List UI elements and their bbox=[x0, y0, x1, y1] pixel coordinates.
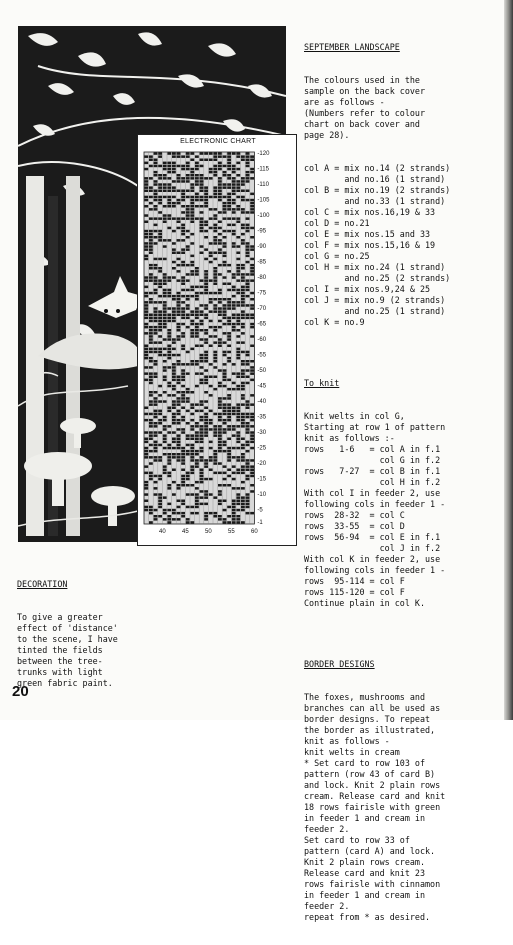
decoration-line: To give a greater bbox=[17, 612, 103, 622]
row-tick-label: -35 bbox=[257, 414, 267, 421]
decoration-line: effect of 'distance' bbox=[17, 623, 118, 633]
to-knit-text bbox=[304, 411, 500, 609]
row-tick-label: -90 bbox=[257, 244, 267, 251]
row-tick-label: -120 bbox=[257, 151, 270, 158]
chart-grid bbox=[138, 135, 298, 547]
to-knit-line: With col K in feeder 2, use bbox=[304, 554, 441, 564]
border-line: Knit 2 plain rows cream. bbox=[304, 857, 426, 867]
row-tick-label: -115 bbox=[257, 166, 269, 173]
row-tick-label: -65 bbox=[257, 321, 267, 328]
colour-line: and no.16 (1 strand) bbox=[304, 174, 446, 184]
to-knit-line: rows 1-6 = col A in f.1 bbox=[304, 444, 441, 454]
colour-line: col G = no.25 bbox=[304, 251, 370, 261]
to-knit-line: rows 56-94 = col E in f.1 bbox=[304, 532, 441, 542]
colour-line: col A = mix no.14 (2 strands) bbox=[304, 163, 451, 173]
column-tick-label: 60 bbox=[251, 529, 258, 535]
border-line: feeder 2. bbox=[304, 901, 350, 911]
row-tick-label: -70 bbox=[257, 306, 267, 313]
september-intro bbox=[304, 75, 500, 141]
to-knit-line: rows 95-114 = col F bbox=[304, 576, 405, 586]
to-knit-line: following cols in feeder 1 - bbox=[304, 499, 446, 509]
border-line: Release card and knit 23 bbox=[304, 868, 426, 878]
row-tick-label: -25 bbox=[257, 445, 267, 452]
row-tick-label: -95 bbox=[257, 228, 267, 235]
to-knit-line: following cols in feeder 1 - bbox=[304, 565, 446, 575]
row-tick-label: -85 bbox=[257, 259, 267, 266]
colour-line: col H = mix no.24 (1 strand) bbox=[304, 262, 446, 272]
decoration-text bbox=[17, 612, 137, 689]
decoration-line: to the scene, I have bbox=[17, 634, 118, 644]
row-tick-label: -15 bbox=[257, 476, 267, 483]
border-line: and lock. Knit 2 plain rows bbox=[304, 780, 441, 790]
column-tick-label: 45 bbox=[182, 529, 189, 535]
to-knit-line: rows 115-120 = col F bbox=[304, 587, 405, 597]
colour-line: and no.25 (1 strand) bbox=[304, 306, 446, 316]
border-line: border designs. To repeat bbox=[304, 714, 431, 724]
intro-line: sample on the back cover bbox=[304, 86, 426, 96]
border-line: pattern (card A) and lock. bbox=[304, 846, 436, 856]
border-line: repeat from * as desired. bbox=[304, 912, 431, 922]
to-knit-line: rows 7-27 = col B in f.1 bbox=[304, 466, 441, 476]
row-tick-label: -20 bbox=[257, 461, 267, 468]
colour-line: col I = mix nos.9,24 & 25 bbox=[304, 284, 431, 294]
colour-line: col B = mix no.19 (2 strands) bbox=[304, 185, 451, 195]
decoration-line: green fabric paint. bbox=[17, 678, 113, 688]
decoration-line: trunks with light bbox=[17, 667, 103, 677]
intro-line: page 28). bbox=[304, 130, 350, 140]
colour-line: and no.33 (1 strand) bbox=[304, 196, 446, 206]
row-tick-label: -10 bbox=[257, 492, 267, 499]
to-knit-line: col J in f.2 bbox=[304, 543, 441, 553]
border-line: knit welts in cream bbox=[304, 747, 400, 757]
row-tick-label: -1 bbox=[257, 520, 263, 526]
colour-line: col K = no.9 bbox=[304, 317, 365, 327]
row-tick-label: -75 bbox=[257, 290, 267, 297]
intro-line: (Numbers refer to colour bbox=[304, 108, 426, 118]
page-number: 20 bbox=[12, 683, 29, 700]
intro-line: The colours used in the bbox=[304, 75, 420, 85]
colour-line: col J = mix no.9 (2 strands) bbox=[304, 295, 446, 305]
decoration-line: between the tree- bbox=[17, 656, 103, 666]
decoration-heading: DECORATION bbox=[17, 579, 68, 589]
border-line: the border as illustrated, bbox=[304, 725, 436, 735]
row-tick-label: -5 bbox=[257, 507, 263, 514]
row-tick-label: -50 bbox=[257, 368, 267, 375]
to-knit-heading: To knit bbox=[304, 378, 340, 388]
border-line: pattern (row 43 of card B) bbox=[304, 769, 436, 779]
colour-line: col C = mix nos.16,19 & 33 bbox=[304, 207, 436, 217]
electronic-chart bbox=[137, 134, 297, 546]
border-line: cream. Release card and knit bbox=[304, 791, 446, 801]
border-line: Set card to row 33 of bbox=[304, 835, 410, 845]
to-knit-line: rows 28-32 = col C bbox=[304, 510, 405, 520]
border-line: rows fairisle with cinnamon bbox=[304, 879, 441, 889]
border-text bbox=[304, 692, 500, 923]
to-knit-line: rows 33-55 = col D bbox=[304, 521, 405, 531]
intro-line: chart on back cover and bbox=[304, 119, 420, 129]
to-knit-line: With col I in feeder 2, use bbox=[304, 488, 441, 498]
colour-line: col D = no.21 bbox=[304, 218, 370, 228]
border-line: branches can all be used as bbox=[304, 703, 441, 713]
colour-line: col F = mix nos.15,16 & 19 bbox=[304, 240, 436, 250]
column-tick-label: 40 bbox=[159, 529, 166, 535]
pattern-instructions bbox=[304, 20, 500, 945]
september-heading: SEPTEMBER LANDSCAPE bbox=[304, 42, 400, 52]
chart-title: ELECTRONIC CHART bbox=[180, 138, 256, 145]
row-tick-label: -60 bbox=[257, 337, 267, 344]
to-knit-line: col H in f.2 bbox=[304, 477, 441, 487]
book-spine-shadow bbox=[504, 0, 513, 720]
border-line: feeder 2. bbox=[304, 824, 350, 834]
row-tick-label: -30 bbox=[257, 430, 267, 437]
colour-line: col E = mix nos.15 and 33 bbox=[304, 229, 431, 239]
column-tick-label: 50 bbox=[205, 529, 212, 535]
to-knit-line: Continue plain in col K. bbox=[304, 598, 426, 608]
border-line: The foxes, mushrooms and bbox=[304, 692, 426, 702]
border-heading: BORDER DESIGNS bbox=[304, 659, 375, 669]
colour-line: and no.25 (2 strands) bbox=[304, 273, 451, 283]
to-knit-line: Knit welts in col G, bbox=[304, 411, 405, 421]
border-line: knit as follows - bbox=[304, 736, 390, 746]
row-tick-label: -110 bbox=[257, 182, 269, 189]
row-tick-label: -105 bbox=[257, 197, 270, 204]
colour-list bbox=[304, 163, 500, 328]
row-tick-label: -55 bbox=[257, 352, 267, 359]
border-line: * Set card to row 103 of bbox=[304, 758, 426, 768]
row-tick-label: -45 bbox=[257, 383, 267, 390]
intro-line: are as follows - bbox=[304, 97, 385, 107]
decoration-section bbox=[17, 557, 137, 711]
row-tick-label: -40 bbox=[257, 399, 267, 406]
border-line: 18 rows fairisle with green bbox=[304, 802, 441, 812]
to-knit-line: knit as follows :- bbox=[304, 433, 395, 443]
border-line: in feeder 1 and cream in bbox=[304, 813, 426, 823]
row-tick-label: -80 bbox=[257, 275, 267, 282]
to-knit-line: Starting at row 1 of pattern bbox=[304, 422, 446, 432]
decoration-line: tinted the fields bbox=[17, 645, 103, 655]
border-line: in feeder 1 and cream in bbox=[304, 890, 426, 900]
row-tick-label: -100 bbox=[257, 213, 270, 220]
column-tick-label: 55 bbox=[228, 529, 235, 535]
to-knit-line: col G in f.2 bbox=[304, 455, 441, 465]
